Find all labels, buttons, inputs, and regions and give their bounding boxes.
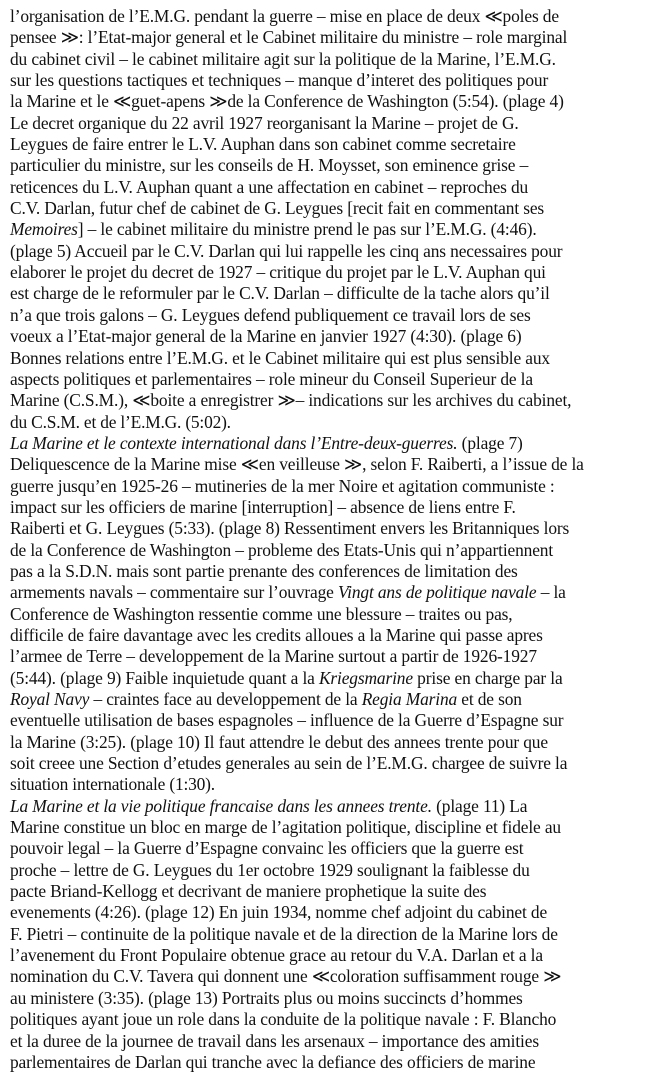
text-segment: parlementaires de Darlan qui tranche avec la defiance des officiers de marine [10,1051,536,1072]
italic-title: Memoires [10,219,78,240]
text-segment: Leygues de faire entrer le L.V. Auphan dans son cabinet comme secretaire [10,134,516,155]
text-segment: soit creee une Section d’etudes generales au sein de l’E.M.G. chargee de suivre la [10,753,568,774]
text-segment: reticences du L.V. Auphan quant a une affectation en cabinet – reproches du [10,176,529,197]
text-line [10,262,665,283]
text-segment: evenements (4:26). (plage 12) En juin 1934, nomme chef adjoint du cabinet de [10,902,548,923]
text-line [10,155,665,176]
text-line [10,945,665,966]
text-segment: impact sur les officiers de marine [interruption] – absence de liens entre F. [10,496,516,517]
text-segment: l’organisation de l’E.M.G. pendant la guerre – mise en place de deux ≪poles de [10,6,559,26]
text-segment: pacte Briand-Kellogg et decrivant de maniere prophetique la suite des [10,881,487,902]
text-line [10,689,665,710]
italic-title: Regia Marina [361,689,458,709]
text-segment: politiques ayant joue un role dans la conduite de la politique navale : F. Blancho [10,1009,557,1030]
text-segment: C.V. Darlan, futur chef de cabinet de G. Leygues [recit fait en commentant ses [10,198,545,219]
text-line [10,625,665,646]
text-segment: la Marine (3:25). (plage 10) Il faut attendre le debut des annees trente pour que [10,731,548,752]
italic-title: La Marine et la vie politique francaise dans les annees trente. [10,795,432,816]
text-line [10,561,665,582]
text-segment: du C.S.M. et de l’E.M.G. (5:02). [10,411,231,432]
text-segment: difficile de faire davantage avec les credits alloues a la Marine qui passe apres [10,624,543,645]
text-segment: et de son [457,689,522,709]
italic-title: La Marine et le contexte international dans l’Entre-deux-guerres. [10,432,458,453]
text-segment: guerre jusqu’en 1925-26 – mutineries de la mer Noire et agitation communiste : [10,475,555,496]
text-segment: F. Pietri – continuite de la politique navale et de la direction de la Marine lors de [10,923,558,944]
text-line [10,1052,665,1073]
text-segment: Raiberti et G. Leygues (5:33). (plage 8) Ressentiment envers les Britanniques lors [10,518,570,539]
text-line [10,540,665,561]
text-segment: Le decret organique du 22 avril 1927 reorganisant la Marine – projet de G. [10,112,519,133]
text-line [10,49,665,70]
text-line [10,348,665,369]
italic-title: Kriegsmarine [318,667,413,688]
text-segment: situation internationale (1:30). [10,774,215,795]
document-body [10,6,665,1073]
text-line [10,582,665,603]
text-line [10,91,665,112]
text-segment: Marine constitue un bloc en marge de l’agitation politique, discipline et fidele au [10,817,561,838]
text-line [10,113,665,134]
text-segment: et la duree de la journee de travail dans les arsenaux – importance des amities [10,1030,539,1051]
text-line [10,219,665,240]
text-segment: de la Conference de Washington – probleme des Etats-Unis qui n’appartiennent [10,539,554,560]
text-segment: l’armee de Terre – developpement de la Marine surtout a partir de 1926-1927 [10,646,537,667]
text-line [10,881,665,902]
text-segment: au ministere (3:35). (plage 13) Portraits plus ou moins succincts d’hommes [10,987,523,1008]
text-segment: pouvoir legal – la Guerre d’Espagne convainc les officiers que la guerre est [10,838,524,859]
text-segment: – craintes face au developpement de la [89,689,362,709]
text-line [10,497,665,518]
text-line [10,604,665,625]
text-segment: (plage 7) [457,432,523,453]
text-segment: nomination du C.V. Tavera qui donnent une ≪coloration suffisamment rouge ≫ [10,966,562,987]
text-segment: prise en charge par la [412,667,563,688]
text-line [10,838,665,859]
text-line [10,988,665,1009]
text-line [10,860,665,881]
text-line [10,902,665,923]
text-line [10,1031,665,1052]
text-line [10,369,665,390]
text-line [10,6,665,27]
text-segment: Marine (C.S.M.), ≪boite a enregistrer ≫– indications sur les archives du cabinet, [10,390,572,411]
text-line [10,454,665,475]
text-segment: – la [536,582,566,603]
text-line [10,134,665,155]
text-line [10,518,665,539]
text-line [10,476,665,497]
text-line [10,1009,665,1030]
text-line [10,283,665,304]
text-segment: sur les questions tactiques et techniques – manque d’interet des politiques pour [10,70,549,91]
text-line [10,966,665,987]
text-line [10,753,665,774]
text-segment: est charge de le reformuler par le C.V. Darlan – difficulte de la tache alors qu’il [10,283,550,304]
text-segment: pensee ≫: l’Etat-major general et le Cabinet militaire du ministre – role marginal [10,27,568,48]
text-segment: Deliquescence de la Marine mise ≪en veilleuse ≫, selon F. Raiberti, a l’issue de la [10,454,584,475]
text-segment: ] – le cabinet militaire du ministre prend le pas sur l’E.M.G. (4:46). [77,219,537,240]
text-segment: (plage 5) Accueil par le C.V. Darlan qui lui rappelle les cinq ans necessaires pour [10,240,563,261]
text-line [10,305,665,326]
text-line [10,732,665,753]
text-line [10,326,665,347]
text-line [10,433,665,454]
text-line [10,177,665,198]
text-segment: n’a que trois galons – G. Leygues defend publiquement ce travail lors de ses [10,304,531,325]
text-line [10,710,665,731]
text-segment: aspects politiques et parlementaires – role mineur du Conseil Superieur de la [10,368,533,389]
text-line [10,796,665,817]
italic-title: Vingt ans de politique navale [337,582,537,603]
text-line [10,924,665,945]
text-segment: pas a la S.D.N. mais sont partie prenante des conferences de limitation des [10,560,518,581]
text-line [10,70,665,91]
text-segment: l’avenement du Front Populaire obtenue grace au retour du V.A. Darlan et a la [10,945,543,966]
text-segment: elaborer le projet du decret de 1927 – critique du projet par le L.V. Auphan qui [10,262,546,283]
text-line [10,27,665,48]
text-line [10,817,665,838]
text-segment: particulier du ministre, sur les conseils de H. Moysset, son eminence grise – [10,155,529,176]
text-segment: la Marine et le ≪guet-apens ≫de la Conference de Washington (5:54). (plage 4) [10,91,564,112]
text-line [10,774,665,795]
text-segment: (plage 11) La [431,795,528,816]
text-segment: (5:44). (plage 9) Faible inquietude quant a la [10,667,319,688]
text-segment: Conference de Washington ressentie comme une blessure – traites ou pas, [10,603,513,624]
text-segment: proche – lettre de G. Leygues du 1er octobre 1929 soulignant la faiblesse du [10,859,530,880]
text-line [10,390,665,411]
text-line [10,668,665,689]
text-line [10,241,665,262]
text-line [10,412,665,433]
text-segment: du cabinet civil – le cabinet militaire agit sur la politique de la Marine, l’E.M.G. [10,48,556,69]
text-segment: armements navals – commentaire sur l’ouvrage [10,582,338,603]
text-line [10,198,665,219]
text-line [10,646,665,667]
italic-title: Royal Navy [10,689,90,709]
text-segment: Bonnes relations entre l’E.M.G. et le Cabinet militaire qui est plus sensible aux [10,347,550,368]
text-segment: voeux a l’Etat-major general de la Marine en janvier 1927 (4:30). (plage 6) [10,326,522,347]
text-segment: eventuelle utilisation de bases espagnoles – influence de la Guerre d’Espagne sur [10,710,564,731]
